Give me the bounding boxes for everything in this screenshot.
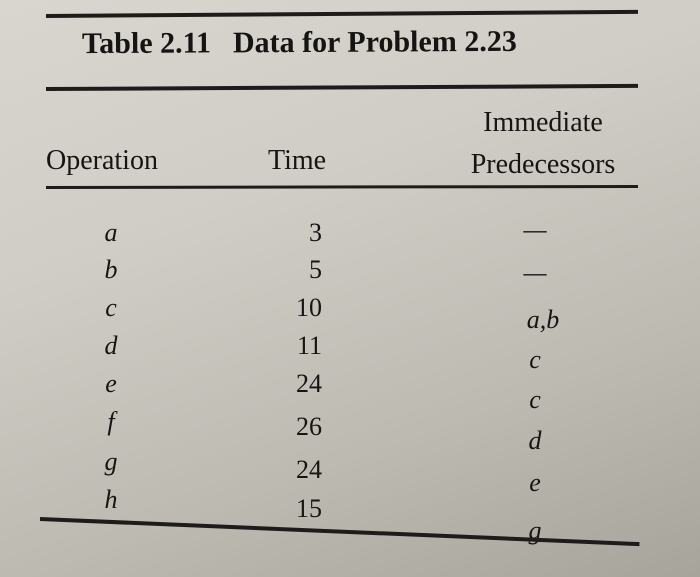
header-pred-line2: Predecessors	[470, 149, 616, 180]
table-number: Table 2.11	[81, 26, 212, 61]
cell-time: 11	[296, 331, 322, 360]
cell-time: 24	[296, 455, 322, 484]
header-rule	[46, 185, 638, 189]
cell-time: 26	[296, 412, 322, 441]
column-header-time: Time	[268, 145, 327, 176]
cell-time: 3	[309, 218, 322, 247]
table-title: Data for Problem 2.23	[232, 24, 517, 60]
cell-time: 5	[309, 255, 322, 284]
column-header-operation: Operation	[46, 145, 158, 176]
cell-time: 15	[296, 494, 322, 523]
cell-operation: f	[107, 407, 115, 436]
cell-predecessors: —	[523, 258, 547, 287]
cell-operation: a	[104, 218, 118, 247]
table-caption	[82, 25, 517, 61]
cell-operation: c	[105, 293, 117, 322]
cell-predecessors: —	[523, 215, 547, 244]
cell-operation: b	[104, 255, 118, 284]
cell-operation: g	[104, 447, 118, 476]
column-header-predecessors	[448, 102, 638, 186]
cell-predecessors: g	[528, 516, 542, 545]
cell-predecessors: e	[529, 468, 541, 497]
cell-operation: d	[104, 331, 118, 360]
cell-operation: e	[105, 369, 117, 398]
cell-predecessors: c	[529, 345, 541, 374]
cell-time: 10	[296, 293, 322, 322]
cell-time: 24	[296, 369, 322, 398]
caption-rule	[46, 84, 638, 91]
cell-predecessors: d	[528, 426, 542, 455]
cell-predecessors: c	[529, 385, 541, 414]
header-pred-line1: Immediate	[483, 107, 603, 138]
cell-predecessors: a,b	[526, 305, 560, 334]
cell-operation: h	[104, 485, 118, 514]
top-rule	[46, 10, 638, 18]
